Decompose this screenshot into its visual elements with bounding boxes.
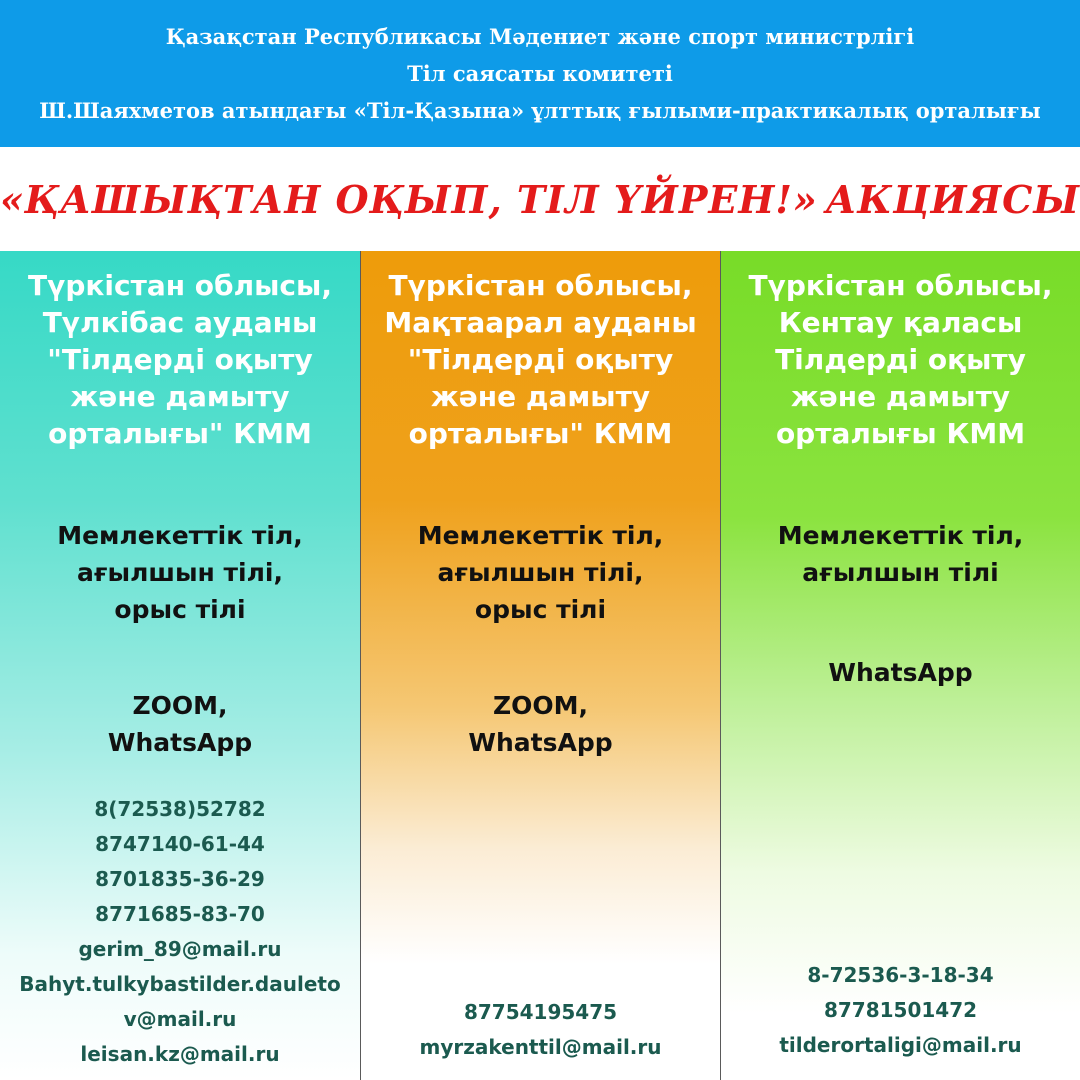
platform-line: ZOOM, [492, 691, 588, 720]
contact-email[interactable]: myrzakenttil@mail.ru [419, 1035, 662, 1059]
org-line: Түркістан облысы, [28, 269, 332, 302]
column-tulkibas [0, 251, 360, 1080]
org-line: және дамыту [790, 380, 1011, 413]
contact-email[interactable]: leisan.kz@mail.ru [80, 1042, 280, 1066]
column-kentau [721, 251, 1080, 1080]
language-line: Мемлекеттік тіл, [417, 521, 664, 550]
header-line-committee: Тіл саясаты комитеті [407, 61, 673, 86]
org-line: Мақтаарал ауданы [384, 306, 697, 339]
header-banner [0, 0, 1080, 147]
org-name [361, 267, 720, 452]
org-line: және дамыту [430, 380, 651, 413]
language-line: орыс тілі [474, 595, 607, 624]
contact-email[interactable]: v@mail.ru [123, 1007, 237, 1031]
contact-phone[interactable]: 8-72536-3-18-34 [807, 963, 994, 987]
campaign-title-suffix: АКЦИЯСЫ [825, 176, 1080, 222]
contact-phone[interactable]: 87781501472 [823, 998, 978, 1022]
platform-line: ZOOM, [132, 691, 228, 720]
contacts [721, 958, 1080, 1063]
org-line: Тілдерді оқыту [775, 343, 1026, 376]
org-line: және дамыту [70, 380, 290, 413]
org-line: орталығы" КММ [48, 417, 312, 450]
platforms [721, 654, 1080, 691]
languages [0, 517, 360, 628]
campaign-title-main: «ҚАШЫҚТАН ОҚЫП, ТІЛ ҮЙРЕН!» [0, 176, 818, 222]
header-line-center: Ш.Шаяхметов атындағы «Тіл-Қазына» ұлттық ғылыми-практикалық орталығы [39, 98, 1041, 123]
contact-phone[interactable]: 8771685-83-70 [95, 902, 265, 926]
contact-email[interactable]: tilderortaligi@mail.ru [779, 1033, 1022, 1057]
contact-phone[interactable]: 87754195475 [463, 1000, 618, 1024]
language-line: ағылшын тілі [802, 558, 999, 587]
org-line: Түркістан облысы, [748, 269, 1053, 302]
language-line: Мемлекеттік тіл, [57, 521, 303, 550]
language-line: ағылшын тілі, [77, 558, 283, 587]
platform-line: WhatsApp [828, 658, 973, 687]
language-line: Мемлекеттік тіл, [777, 521, 1024, 550]
org-line: "Тілдерді оқыту [407, 343, 674, 376]
contact-phone[interactable]: 8701835-36-29 [95, 867, 265, 891]
org-name [0, 267, 360, 452]
platform-line: WhatsApp [107, 728, 253, 757]
languages [721, 517, 1080, 591]
contact-phone[interactable]: 8747140-61-44 [95, 832, 265, 856]
campaign-title [0, 147, 1080, 251]
language-line: ағылшын тілі, [437, 558, 644, 587]
org-line: Түлкібас ауданы [42, 306, 318, 339]
org-line: орталығы" КММ [408, 417, 673, 450]
languages [361, 517, 720, 628]
platforms [0, 687, 360, 761]
org-line: Түркістан облысы, [388, 269, 693, 302]
contact-phone[interactable]: 8(72538)52782 [94, 797, 266, 821]
org-line: "Тілдерді оқыту [47, 343, 313, 376]
org-line: орталығы КММ [775, 417, 1026, 450]
contacts [0, 792, 360, 1072]
language-line: орыс тілі [114, 595, 246, 624]
column-maktaaral [360, 251, 721, 1080]
platform-line: WhatsApp [468, 728, 613, 757]
platforms [361, 687, 720, 761]
org-line: Кентау қаласы [778, 306, 1023, 339]
organization-columns [0, 251, 1080, 1080]
contacts [361, 995, 720, 1065]
org-name [721, 267, 1080, 452]
header-line-ministry: Қазақстан Республикасы Мәдениет және спорт министрлігі [165, 24, 915, 49]
contact-email[interactable]: gerim_89@mail.ru [78, 937, 282, 961]
contact-email[interactable]: Bahyt.tulkybastilder.dauleto [19, 972, 341, 996]
